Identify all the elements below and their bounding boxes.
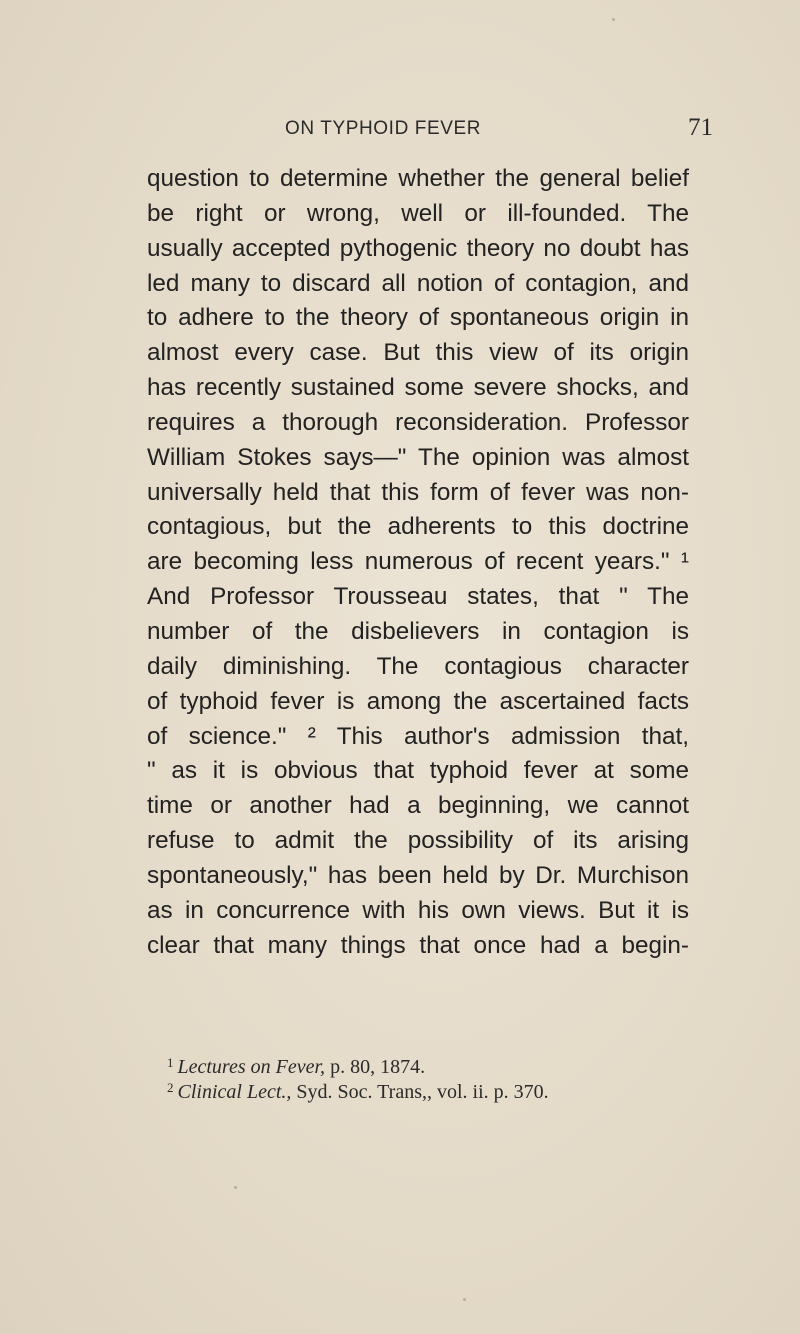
text-line: requires a thorough reconsideration. Professor (147, 408, 689, 436)
text-line: refuse to admit the possibility of its arising (147, 827, 689, 855)
footnote (167, 1075, 727, 1103)
text-line: has recently sustained some severe shocks, and (147, 374, 689, 402)
footnote-mark: 1 (167, 1055, 174, 1070)
text-line: question to determine whether the general belief (147, 165, 689, 192)
footnotes (167, 1050, 727, 1103)
text-line: number of the disbelievers in contagion is (147, 617, 689, 645)
footnote (167, 1050, 727, 1078)
text-line: " as it is obvious that typhoid fever at some (147, 757, 689, 785)
text-line: of typhoid fever is among the ascertained facts (147, 687, 689, 715)
text-line: daily diminishing. The contagious character (147, 652, 689, 680)
text-line: spontaneously," has been held by Dr. Murchison (147, 861, 689, 889)
text-line: And Professor Trousseau states, that " The (147, 583, 689, 611)
text-line: William Stokes says—" The opinion was almost (147, 443, 689, 471)
text-line: to adhere to the theory of spontaneous origin in (147, 304, 689, 332)
text-line: contagious, but the adherents to this doctrine (147, 513, 689, 541)
paper-speck (463, 1298, 466, 1301)
text-line: led many to discard all notion of contagion, and (147, 269, 689, 297)
page-header (0, 114, 800, 148)
text-line: universally held that this form of fever was non- (147, 478, 689, 506)
text-line: usually accepted pythogenic theory no doubt has (147, 234, 689, 262)
footnote-text: p. 80, 1874. (325, 1056, 426, 1078)
text-line: time or another had a beginning, we cannot (147, 792, 689, 820)
footnote-title: Clinical Lect., (177, 1081, 292, 1103)
text-line: as in concurrence with his own views. But it is (147, 896, 689, 924)
footnote-text: Syd. Soc. Trans,, vol. ii. p. 370. (291, 1081, 549, 1103)
text-line: be right or wrong, well or ill-founded. The (147, 199, 689, 227)
footnote-mark: 2 (167, 1080, 174, 1095)
text-line: are becoming less numerous of recent years." ¹ (147, 548, 689, 576)
page-number: 71 (688, 114, 713, 141)
running-head: ON TYPHOID FEVER (285, 118, 482, 139)
text-line: almost every case. But this view of its origin (147, 339, 689, 367)
footnote-title: Lectures on Fever, (177, 1056, 326, 1078)
text-line: of science." ² This author's admission that, (147, 722, 689, 750)
paper-speck (234, 1186, 237, 1189)
text-line: clear that many things that once had a begin- (147, 931, 689, 959)
body-text (147, 162, 689, 963)
paper-speck (612, 18, 615, 21)
